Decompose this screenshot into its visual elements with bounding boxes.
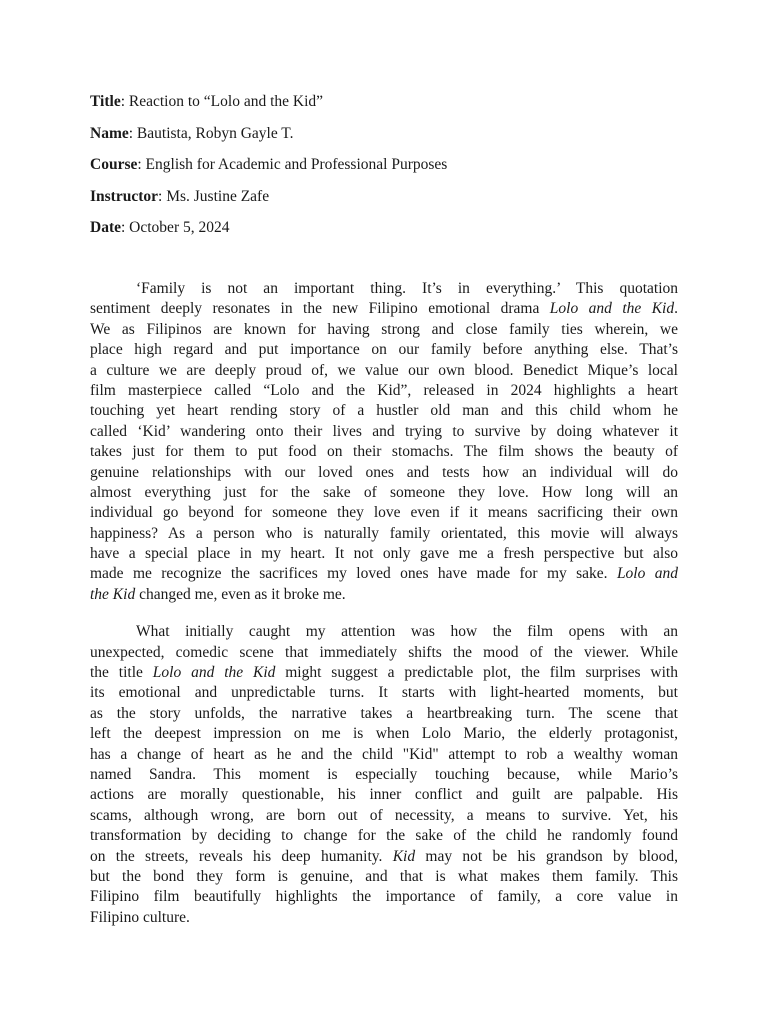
text-run: as the story unfolds, the narrative takes a heartbreaking turn. The scene that [90,704,678,722]
paragraph-line [90,340,678,360]
text-run: happiness? As a person who is naturally family orientated, this movie will always [90,524,678,542]
title-key: Title [90,93,121,110]
text-run: almost everything just for the sake of someone they love. How long will an [90,483,678,501]
italic-text: Lolo and [616,565,678,583]
paragraph-line [90,524,678,544]
course-line [90,155,690,175]
paragraph-line [90,867,678,887]
paragraph-line [90,643,678,663]
text-run: transformation by deciding to change for the sake of the child he randomly found [90,827,678,845]
text-run: We as Filipinos are known for having strong and close family ties wherein, we [90,320,678,338]
paragraph-line [90,585,678,605]
date-key: Date [90,219,121,236]
date-line [90,218,690,238]
paragraph-line [90,887,678,907]
text-run: but the bond they form is genuine, and that is what makes them family. This [90,867,678,885]
paragraph-line [90,361,678,381]
document-header [90,92,690,250]
paragraph-line [90,564,678,584]
text-run: ‘Family is not an important thing. It’s in everything.’ This quotation [136,280,678,297]
title-line [90,92,690,112]
name-key: Name [90,124,129,142]
paragraph-line [90,745,678,765]
text-run: has a change of heart as he and the child "Kid" attempt to rob a wealthy woman [90,745,678,763]
instructor-value: : Ms. Justine Zafe [158,187,270,205]
italic-text: Lolo and the Kid [549,300,675,318]
text-run: named Sandra. This moment is especially touching because, while Mario’s [90,765,678,783]
text-run: may not be his grandson by blood, [415,847,678,865]
text-run: made me recognize the sacrifices my loved ones have made for my sake. [90,565,617,583]
paragraph-line [90,806,678,826]
date-value: : October 5, 2024 [121,219,230,236]
title-value: : Reaction to “Lolo and the Kid” [120,93,324,110]
text-run: What initially caught my attention was how the film opens with an [136,623,678,641]
paragraph-line [90,299,678,319]
text-run: left the deepest impression on me is when Lolo Mario, the elderly protagonist, [90,725,678,743]
paragraph-line [90,785,678,805]
paragraph-line [90,622,678,642]
text-run: scams, although wrong, are born out of necessity, a means to survive. Yet, his [90,806,678,824]
paragraph-line [90,544,678,564]
paragraph-line [90,422,678,442]
paragraph-line [90,847,678,867]
course-key: Course [90,156,138,173]
text-run: might suggest a predictable plot, the film surprises with [275,664,678,682]
paragraph-line [90,320,678,340]
text-run: called ‘Kid’ wandering onto their lives and trying to survive by doing whatever it [90,422,678,440]
text-run: the title [90,664,153,682]
paragraph-line [90,704,678,724]
paragraph-line [90,908,678,928]
course-value: : English for Academic and Professional Purposes [137,156,448,173]
paragraph-line [90,683,678,703]
text-run: touching yet heart rending story of a hustler old man and this child whom he [90,402,678,420]
paragraph-line [90,724,678,744]
text-run: place high regard and put importance on our family before anything else. That’s [90,341,678,359]
name-value: : Bautista, Robyn Gayle T. [128,124,294,142]
paragraph-line [90,381,678,401]
text-run: actions are morally questionable, his inner conflict and guilt are palpable. His [90,786,678,804]
paragraph-line [90,401,678,421]
text-run: unexpected, comedic scene that immediately shifts the mood of the viewer. While [90,643,678,661]
text-run: have a special place in my heart. It not only gave me a fresh perspective but also [90,545,678,563]
text-run: genuine relationships with our loved ones and tests how an individual will do [90,463,678,481]
body-paragraph [90,622,678,928]
italic-text: the Kid [90,585,136,603]
text-run: sentiment deeply resonates in the new Filipino emotional drama [90,300,550,318]
paragraph-line [90,463,678,483]
italic-text: Lolo and the Kid [152,664,276,682]
instructor-key: Instructor [90,187,159,205]
text-run: a culture we are deeply proud of, we value our own blood. Benedict Mique’s local [90,361,678,379]
text-run: Filipino culture. [90,908,190,926]
text-run: changed me, even as it broke me. [135,585,346,603]
paragraph-line [90,765,678,785]
text-run: its emotional and unpredictable turns. It starts with light-hearted moments, but [90,684,678,702]
document-body [90,279,678,945]
paragraph-line [90,483,678,503]
text-run: takes just for them to put food on their stomachs. The film shows the beauty of [90,443,678,461]
paragraph-line [90,503,678,523]
instructor-line [90,187,690,207]
paragraph-line [90,826,678,846]
text-run: individual go beyond for someone they love even if it means sacrificing their own [90,504,678,522]
italic-text: Kid [392,847,416,865]
text-run: . [674,300,678,318]
paragraph-line [90,442,678,462]
text-run: film masterpiece called “Lolo and the Kid”, released in 2024 highlights a heart [90,381,678,399]
text-run: Filipino film beautifully highlights the importance of family, a core value in [90,888,678,906]
paragraph-line [90,663,678,683]
body-paragraph [90,279,678,605]
name-line [90,124,690,144]
paragraph-line [90,279,678,299]
text-run: on the streets, reveals his deep humanity. [90,847,393,865]
